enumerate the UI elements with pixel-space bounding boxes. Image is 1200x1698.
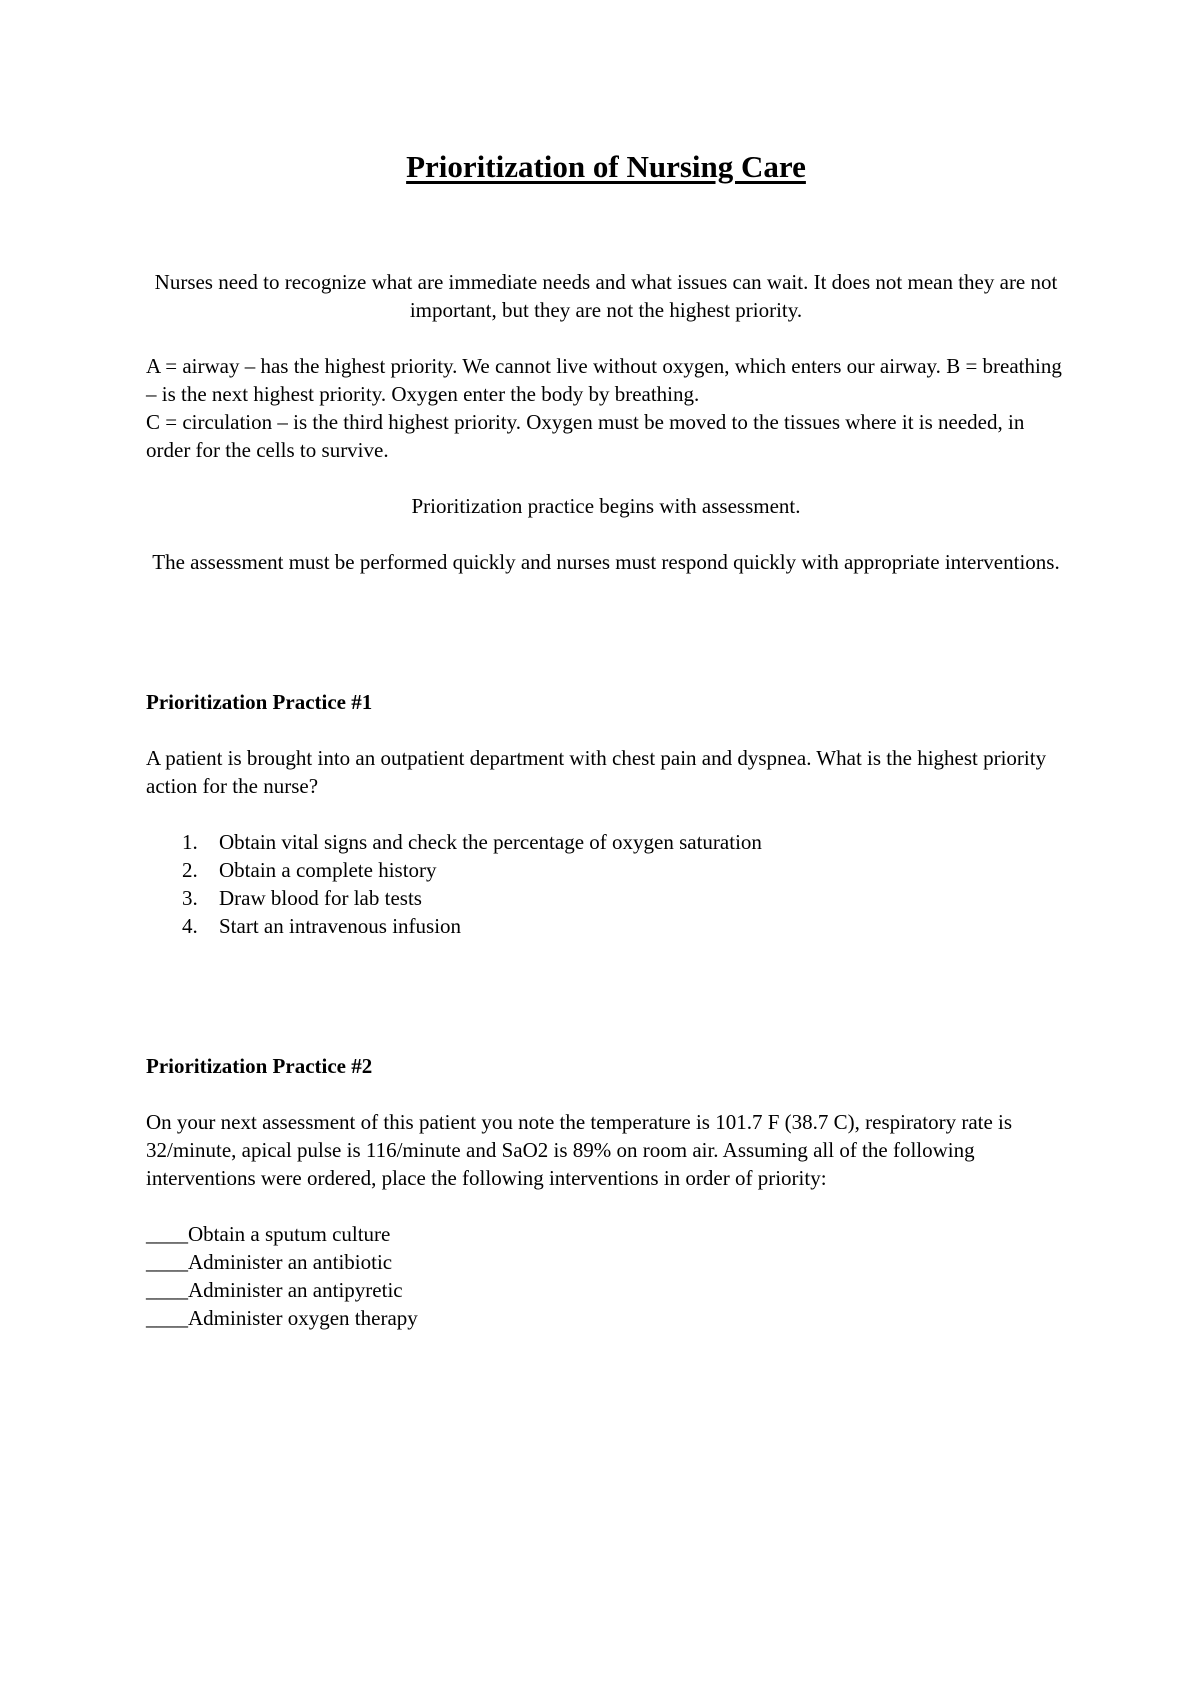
intro-paragraph: Nurses need to recognize what are immediate needs and what issues can wait. It does not mean they are not important, but they are not the highest priority. [154, 270, 1058, 322]
ranking-item [146, 1276, 1066, 1304]
option-number: 4. [182, 914, 198, 938]
ranking-item-text: Administer oxygen therapy [188, 1306, 418, 1330]
ranking-item-text: Administer an antibiotic [188, 1250, 393, 1274]
option-number: 1. [182, 830, 198, 854]
practice-1-heading: Prioritization Practice #1 [146, 690, 373, 714]
answer-blank[interactable]: ____ [146, 1250, 188, 1274]
option-item [146, 828, 1066, 856]
circulation-text: C = circulation – is the third highest priority. Oxygen must be moved to the tissues where it is needed, in order for the cells to survive. [146, 410, 1025, 462]
option-text: Obtain a complete history [219, 858, 437, 882]
practice-2-ranking-list [146, 1220, 1066, 1332]
practice-2-question: On your next assessment of this patient you note the temperature is 101.7 F (38.7 C), respiratory rate is 32/minute, apical pulse is 116/minute and SaO2 is 89% on room air. Assuming all of the following interventions were ordered, place the following interventions in order of priority: [146, 1110, 1013, 1190]
ranking-item [146, 1248, 1066, 1276]
option-item [146, 856, 1066, 884]
practice-1-options [146, 828, 1066, 940]
option-text: Draw blood for lab tests [219, 886, 422, 910]
breathing-text: B = breathing – is the next highest priority. Oxygen enter the body by breathing. [146, 354, 1062, 406]
ranking-item [146, 1304, 1066, 1332]
document-body [146, 148, 1066, 1332]
ranking-item-text: Administer an antipyretic [188, 1278, 403, 1302]
answer-blank[interactable]: ____ [146, 1306, 188, 1330]
option-text: Start an intravenous infusion [219, 914, 462, 938]
airway-text: A = airway – has the highest priority. We cannot live without oxygen, which enters our airway. [146, 354, 941, 378]
abc-paragraph [146, 352, 1066, 464]
option-item [146, 912, 1066, 940]
assessment-quick-text: The assessment must be performed quickly and nurses must respond quickly with appropriate interventions. [152, 550, 1060, 574]
answer-blank[interactable]: ____ [146, 1278, 188, 1302]
assessment-begin-text: Prioritization practice begins with assessment. [411, 494, 801, 518]
page-title: Prioritization of Nursing Care [406, 149, 806, 184]
option-number: 3. [182, 886, 198, 910]
option-number: 2. [182, 858, 198, 882]
option-item [146, 884, 1066, 912]
option-text: Obtain vital signs and check the percentage of oxygen saturation [219, 830, 762, 854]
practice-1-question: A patient is brought into an outpatient department with chest pain and dyspnea. What is the highest priority action for the nurse? [146, 746, 1047, 798]
practice-2-heading: Prioritization Practice #2 [146, 1054, 373, 1078]
ranking-item [146, 1220, 1066, 1248]
answer-blank[interactable]: ____ [146, 1222, 188, 1246]
ranking-item-text: Obtain a sputum culture [188, 1222, 391, 1246]
